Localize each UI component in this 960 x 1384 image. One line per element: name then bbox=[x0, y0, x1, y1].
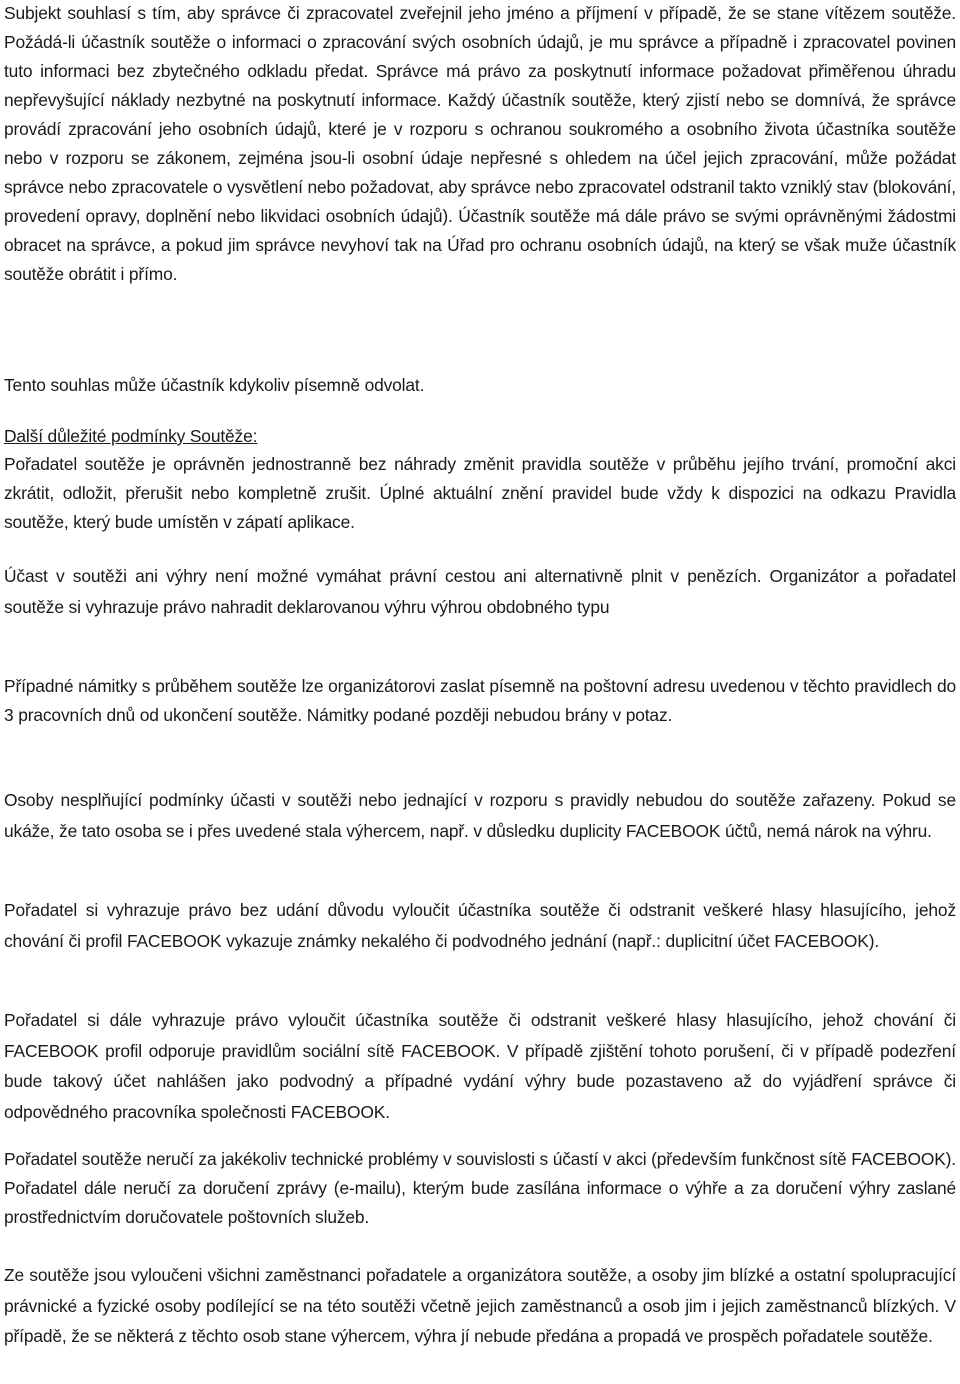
ineligible-participants-paragraph: Osoby nesplňující podmínky účasti v soutěži nebo jednající v rozporu s pravidly nebudou do soutěže zařazeny. Pokud se ukáže, že tato osoba se i přes uvedené stala výhercem, např. v důsledku duplicity FACEBOOK účtů, nemá nárok na výhru. bbox=[4, 790, 956, 841]
privacy-rights-paragraph: Subjekt souhlasí s tím, aby správce či zpracovatel zveřejnil jeho jméno a příjmení v případě, že se stane vítězem soutěže. Požádá-li účastník soutěže o informaci o zpracování svých osobních údajů, je mu správce a případně i zpracovatel povinen tuto informaci bez zbytečného odkladu předat. Správce má právo za poskytnutí informace požadovat přiměřenou úhradu nepřevyšující náklady nezbytné na poskytnutí informace. Každý účastník soutěže, který zjistí nebo se domnívá, že správce provádí zpracování jeho osobních údajů, které je v rozporu s ochranou soukromého a osobního života účastníka soutěže nebo v rozporu se zákonem, zejména jsou-li osobní údaje nepřesné s ohledem na účel jejich zpracování, může požádat správce nebo zpracovatele o vysvětlení nebo požadovat, aby správce nebo zpracovatel odstranil takto vzniklý stav (blokování, provedení opravy, doplnění nebo likvidaci osobních údajů). Účastník soutěže má dále právo se svými oprávněnými žádostmi obracet na správce, a pokud jim správce nevyhoví tak na Úřad pro ochranu osobních údajů, na který se však muže účastník soutěže obrátit i přímo. bbox=[4, 3, 956, 284]
facebook-rules-paragraph: Pořadatel si dále vyhrazuje právo vyloučit účastníka soutěže či odstranit veškeré hlasy hlasujícího, jehož chování či FACEBOOK profil odporuje pravidlům sociální sítě FACEBOOK. V případě zjištění tohoto porušení, či v případě podezření bude takový účet nahlášen jako podvodný a případné vydání výhry bude pozastaveno až do vyjádření správce či odpovědného pracovníka společnosti FACEBOOK. bbox=[4, 1010, 956, 1122]
liability-paragraph: Pořadatel soutěže neručí za jakékoliv technické problémy v souvislosti s účastí v akci (především funkčnost sítě FACEBOOK). Pořadatel dále neručí za doručení zprávy (e-mailu), kterým bude zasílána informace o výhře a za doručení výhry zaslané prostřednictvím doručovatele poštovních služeb. bbox=[4, 1149, 956, 1227]
prize-claim-paragraph: Účast v soutěži ani výhry není možné vymáhat právní cestou ani alternativně plnit v penězích. Organizátor a pořadatel soutěže si vyhrazuje právo nahradit deklarovanou výhru výhrou obdobného typu bbox=[4, 566, 956, 617]
objections-paragraph: Případné námitky s průběhem soutěže lze organizátorovi zaslat písemně na poštovní adresu uvedenou v těchto pravidlech do 3 pracovních dnů od ukončení soutěže. Námitky podané později nebudou brány v potaz. bbox=[4, 676, 956, 725]
consent-revoke-paragraph: Tento souhlas může účastník kdykoliv písemně odvolat. bbox=[4, 375, 425, 395]
conditions-heading: Další důležité podmínky Soutěže: bbox=[4, 426, 258, 446]
rules-change-paragraph: Pořadatel soutěže je oprávněn jednostranně bez náhrady změnit pravidla soutěže v průběhu jejího trvání, promoční akci zkrátit, odložit, přerušit nebo kompletně zrušit. Úplné aktuální znění pravidel bude vždy k dispozici na odkazu Pravidla soutěže, který bude umístěn v zápatí aplikace. bbox=[4, 454, 956, 532]
excluded-persons-paragraph: Ze soutěže jsou vyloučeni všichni zaměstnanci pořadatele a organizátora soutěže, a osoby jim blízké a ostatní spolupracující právnické a fyzické osoby podílející se na této soutěži včetně jejich zaměstnanců a osob jim i jejich zaměstnanců blízkých. V případě, že se některá z těchto osob stane výhercem, výhra jí nebude předána a propadá ve prospěch pořadatele soutěže. bbox=[4, 1265, 956, 1346]
exclude-voter-paragraph: Pořadatel si vyhrazuje právo bez udání důvodu vyloučit účastníka soutěže či odstranit veškeré hlasy hlasujícího, jehož chování či profil FACEBOOK vykazuje známky nekalého či podvodného jednání (např.: duplicitní účet FACEBOOK). bbox=[4, 900, 956, 951]
